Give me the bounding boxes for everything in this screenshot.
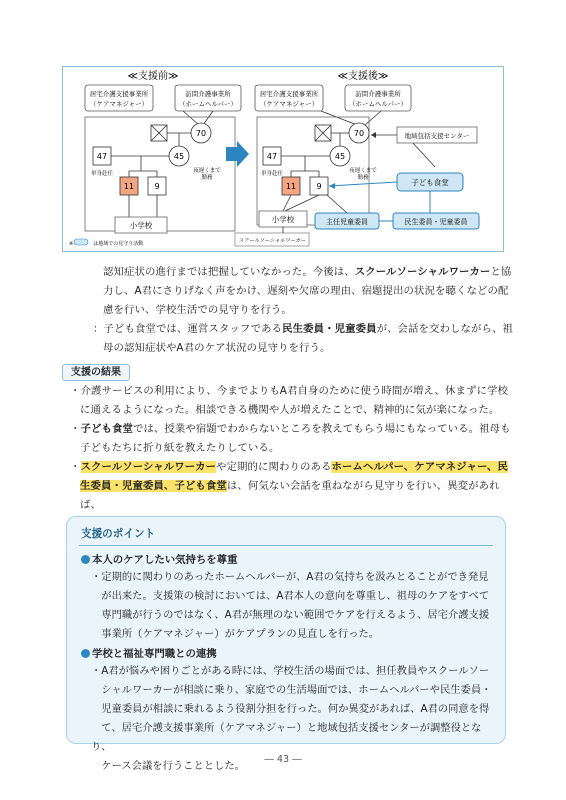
care-manager-office-label-after: 居宅介護支援事業所: [259, 90, 319, 98]
cafeteria-commissioner: 民生委員・児童委員: [282, 323, 377, 335]
school-label-after: 小学校: [271, 215, 295, 224]
result-1-line-1: ・介護サービスの利用により、今までよりもA君自身のために使う時間が増え、休まずに学校: [70, 385, 508, 397]
bullet-dot-icon: [81, 555, 90, 564]
community-center-label: 地域包括支援センター: [404, 132, 470, 140]
school-label-before: 小学校: [129, 221, 153, 230]
home-helper-office-label: 訪問介護事業所: [185, 90, 231, 98]
father-note-after: 単身赴任: [260, 171, 284, 177]
point-1-line: 事業所（ケアマネジャー）がケアプランの見直しを行った。: [91, 628, 380, 640]
home-helper-office-role: （ホームヘルパー）: [178, 100, 238, 108]
support-points-divider: [79, 545, 493, 546]
welfare-commissioner-label: 民生委員・児童委員: [404, 218, 468, 226]
point-1-heading: [81, 551, 237, 566]
result-2-line-2: 子どもたちに折り紙を教えたりしている。: [80, 442, 280, 454]
point-1-line: ・定期的に関わりのあったホームヘルパーが、A君の気持ちを汲みとることができ発見: [91, 571, 489, 583]
care-manager-office-role-after: （ケアマネジャー）: [259, 100, 319, 108]
point-1-body: [91, 568, 495, 644]
child-a-age-after: 11: [285, 182, 297, 191]
point-1-line: 専門職が行うのではなく、A君が無理のない範囲でケアを行えるよう、居宅介護支援: [91, 609, 490, 621]
support-diagram-svg: [63, 67, 505, 253]
before-panel: [69, 85, 241, 247]
school-social-worker-label: スクールソーシャルワーカー: [238, 238, 306, 244]
home-helper-office-label-after: 訪問介護事業所: [355, 90, 401, 98]
point-2-line: 児童委員が相談に乗れるよう役割分担を行った。何か異変があれば、A君の同意を得: [91, 703, 490, 715]
sibling-age-after: 9: [316, 182, 322, 191]
result-2-line-1: [70, 420, 516, 439]
results-list: [70, 382, 516, 534]
result-3-helpers: ホームヘルパー、ケアマネジャー、民: [331, 461, 509, 473]
result-3-commissioners: 生委員・児童委員、子ども食堂: [80, 480, 227, 492]
mother-age: 45: [173, 152, 185, 161]
result-3-text-2: は、何気ない会話を重ねながら見守りを行い、異変があれば、: [80, 480, 500, 511]
father-note: 単身赴任: [90, 171, 114, 177]
mother-note-line1-after: 夜遅くまで: [349, 168, 377, 174]
plan-ssw: スクールソーシャルワーカー: [354, 266, 491, 278]
cafeteria-line-2: 母の認知症状やA君のケア状況の見守りを行う。: [103, 342, 331, 354]
result-1-line-2: に通えるようになった。相談できる機関や人が増えたことで、精神的に気が楽になった。: [80, 404, 500, 416]
bullet-dot-icon: [81, 649, 90, 658]
care-manager-office-label: 居宅介護支援事業所: [89, 90, 149, 98]
cafeteria-line-1: [93, 320, 513, 339]
plan-line-2: 力し、A君にさりげなく声をかけ、遅刻や欠席の理由、宿題提出の状況を聴くなどの配: [103, 285, 509, 297]
point-2-line: ケース会議を行うこととした。: [91, 760, 245, 772]
child-a-age: 11: [123, 182, 135, 191]
after-title: ≪支援後≫: [337, 71, 389, 82]
sibling-age: 9: [154, 182, 160, 191]
transition-arrow-icon: [226, 141, 249, 167]
support-points-title: 支援のポイント: [81, 528, 156, 540]
home-helper-office-role-after: （ホームヘルパー）: [348, 100, 408, 108]
point-2-line: て、居宅介護支援事業所（ケアマネジャー）と地域包括支援センターが調整役となり、: [91, 722, 482, 753]
mother-age-after: 45: [334, 152, 346, 161]
plan-line-1: [103, 263, 513, 282]
support-plan-paragraph: [103, 263, 513, 320]
result-3-line-1: [70, 458, 516, 477]
result-2-text: では、授業や宿題でわからないところを教えてもらう場にもなっている。祖母も: [132, 423, 511, 435]
cafeteria-text: ：子ども食堂では、運営スタッフである: [93, 323, 283, 335]
plan-text-tail: と協: [490, 266, 512, 278]
result-3-text: や定期的に関わりのある: [216, 461, 332, 473]
plan-text: 認知症状の進行までは把握していなかった。今後は、: [103, 266, 355, 278]
father-age: 47: [96, 152, 108, 161]
lead-child-commissioner-label: 主任児童委員: [326, 218, 368, 226]
bullet: ・: [70, 461, 81, 473]
mother-note-line2: 勤務: [201, 175, 213, 181]
grandmother-age: 70: [195, 129, 207, 138]
page-number: ― 43 ―: [264, 754, 302, 765]
plan-line-3: 慮を行い、学校生活での見守りを行う。: [103, 304, 292, 316]
father-age-after: 47: [266, 152, 278, 161]
point-2-line: ・A君が悩みや困りごとがある時には、学校生活の場面では、担任教員やスクールソー: [91, 665, 490, 677]
result-3-ssw: スクールソーシャルワーカー: [80, 461, 217, 473]
before-title: ≪支援前≫: [127, 71, 179, 82]
point-1-heading-text: 本人のケアしたい気持ちを尊重: [92, 554, 238, 566]
support-diagram: [62, 66, 504, 252]
point-2-line: シャルワーカーが相談に乗り、家庭での生活場面では、ホームヘルパーや民生委員・: [91, 684, 492, 696]
care-manager-office-role: （ケアマネジャー）: [89, 100, 149, 108]
point-1-line: が出来た。支援策の検討においては、A君本人の意向を尊重し、祖母のケアをすべて: [91, 590, 490, 602]
mother-note-line2-after: 勤務: [357, 175, 369, 181]
result-2-cafeteria: 子ども食堂: [80, 423, 133, 435]
cafeteria-plan-paragraph: [93, 320, 513, 358]
legend-text: ※ は地域での見守り活動: [69, 241, 144, 247]
cafeteria-text-tail: が、会話を交わしながら、祖: [376, 323, 513, 335]
children-cafeteria-label: 子ども食堂: [411, 178, 449, 187]
bullet: ・: [70, 423, 81, 435]
mother-note-line1: 夜遅くまで: [193, 168, 221, 174]
result-3-line-2: [70, 477, 516, 515]
results-heading: 支援の結果: [62, 364, 130, 381]
point-2-heading-text: 学校と福祉専門職との連携: [92, 648, 217, 660]
after-panel: [235, 85, 479, 246]
grandmother-age-after: 70: [353, 129, 365, 138]
